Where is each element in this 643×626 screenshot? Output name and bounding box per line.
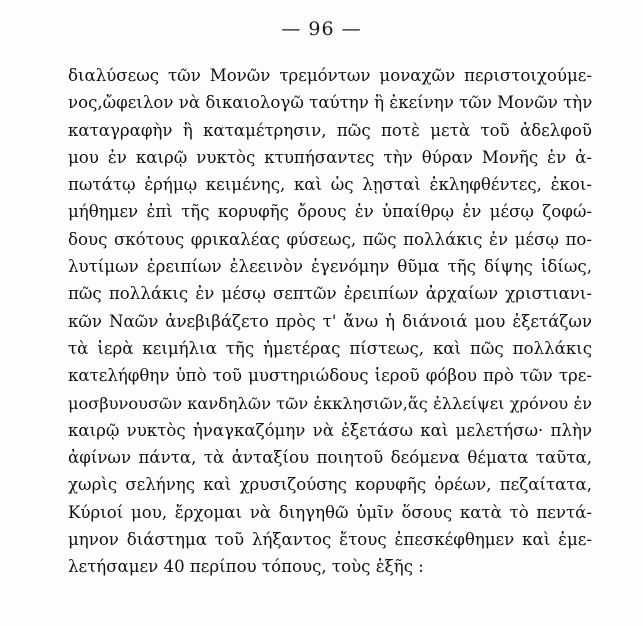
text-line: λετήσαμεν 40 περίπου τόπους, τοὺς ἑξῆς : (68, 557, 424, 577)
text-line: ἀφίνων πάντα, τὰ ἀνταξίου ποιητοῦ δεόμενα θέματα ταῦτα, (68, 448, 592, 468)
body-text (68, 62, 592, 581)
text-line: τὰ ἱερὰ κειμήλια τῆς ἡμετέρας πίστεως, καὶ πῶς πολλάκις (68, 338, 592, 358)
text-line: δους σκότους φρικαλέας φύσεως, πῶς πολλάκις ἐν μέσῳ πο- (68, 229, 592, 249)
text-line: μηνον διάστημα τοῦ λήξαντος ἔτους ἐπεσκέφθημεν καὶ ἐμε- (68, 530, 592, 550)
text-line: διαλύσεως τῶν Μονῶν τρεμόντων μοναχῶν περιστοιχούμε- (68, 66, 592, 85)
text-line: κῶν Ναῶν ἀνεβιβάζετο πρὸς τ' ἄνω ἡ διάνοιά μου ἐξετάζων (68, 311, 592, 331)
text-line: νος,ὤφειλον νὰ δικαιολογῶ ταύτην ἢ ἐκείνην τῶν Μονῶν τὴν (68, 93, 592, 113)
text-line: μου ἐν καιρῷ νυκτὸς κτυπήσαντες τὴν θύραν Μονῆς ἐν ἀ- (68, 147, 592, 167)
text-line: λυτίμων ἐρειπίων ἐλεεινὸν ἐγενόμην θῦμα τῆς δίψης ἰδίως, (68, 257, 592, 277)
text-line: πωτάτῳ ἐρήμῳ κειμένης, καὶ ὡς λῃσταὶ ἐκληφθέντες, ἐκοι- (68, 175, 592, 195)
text-line: μήθημεν ἐπὶ τῆς κορυφῆς ὄρους ἐν ὑπαίθρῳ ἐν μέσῳ ζοφώ- (68, 202, 592, 222)
text-line: καταγραφὴν ἢ καταμέτρησιν, πῶς ποτὲ μετὰ τοῦ ἀδελφοῦ (68, 120, 592, 140)
text-line: χωρὶς σελήνης καὶ χρυσιζούσης κορυφῆς ὀρέων, πεζαίτατα, (68, 475, 592, 495)
text-line: Κύριοί μου, ἔρχομαι νὰ διηγηθῶ ὑμῖν ὅσους κατὰ τὸ πεντά- (68, 502, 592, 522)
text-line: κατελήφθην ὑπὸ τοῦ μυστηριώδους ἱεροῦ φόβου πρὸ τῶν τρε- (68, 366, 592, 386)
page-number: — 96 — (281, 18, 362, 40)
text-line: καιρῷ νυκτὸς ἠναγκαζόμην νὰ ἐξετάσω καὶ μελετήσω· πλὴν (68, 420, 592, 440)
text-line: πῶς πολλάκις ἐν μέσῳ σεπτῶν ἐρειπίων ἀρχαίων χριστιανι- (68, 284, 592, 304)
text-line: μοσβυνουσῶν κανδηλῶν τῶν ἐκκλησιῶν,ἅς ἐλλείψει χρόνου ἐν (68, 393, 592, 413)
